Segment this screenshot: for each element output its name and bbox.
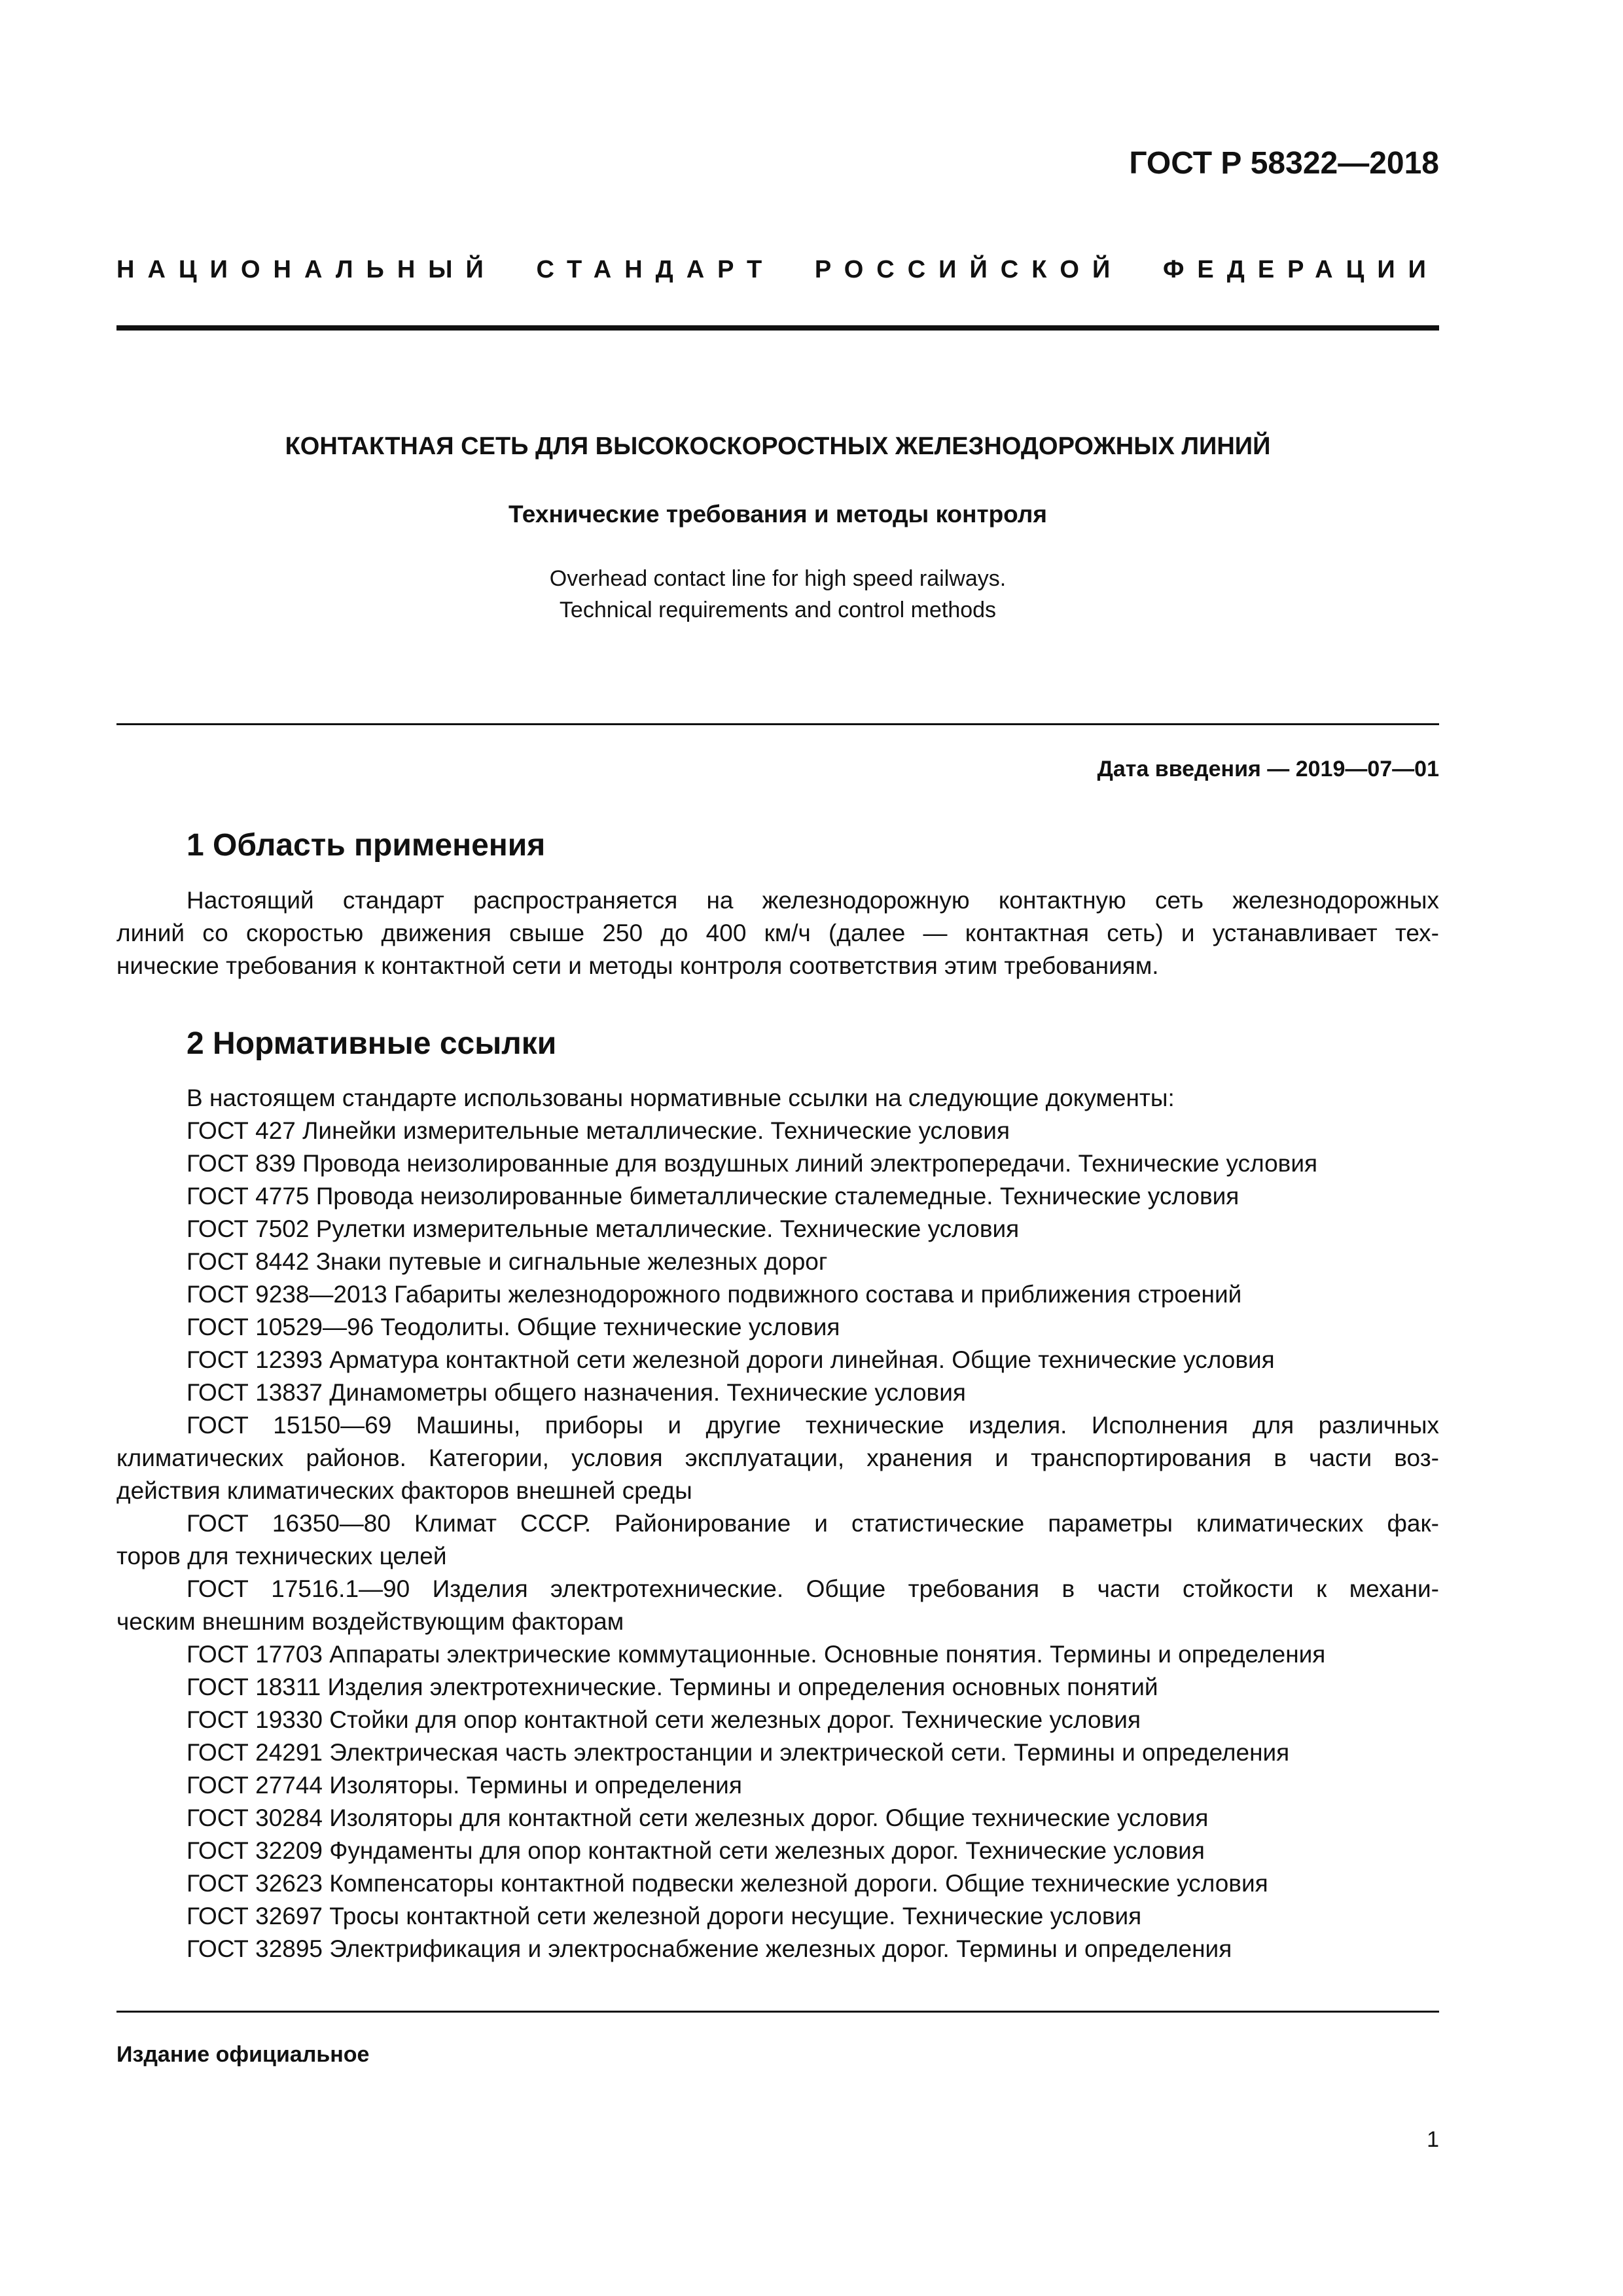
introduction-date: Дата введения — 2019—07—01 [1097,757,1439,781]
reference-item [116,1704,1439,1736]
reference-line: ГОСТ 9238—2013 Габариты железнодорожного подвижного состава и приближения строений [187,1281,1242,1308]
reference-line: ГОСТ 17516.1—90 Изделия электротехнические. Общие требования в части стойкости к механи- [187,1575,1439,1602]
reference-line: ческим внешним воздействующим факторам [116,1608,624,1635]
document-subtitle: Технические требования и методы контроля [508,501,1047,528]
section-1-paragraph [116,884,1439,982]
paragraph-line: линий со скоростью движения свыше 250 до 400 км/ч (далее — контактная сеть) и устанавливает тех- [116,920,1439,946]
reference-line: ГОСТ 15150—69 Машины, приборы и другие технические изделия. Исполнения для различных [187,1412,1439,1439]
section-2-heading: 2 Нормативные ссылки [187,1026,557,1061]
title-rule [116,723,1439,725]
reference-line: ГОСТ 17703 Аппараты электрические коммутационные. Основные понятия. Термины и определения [187,1641,1326,1668]
reference-items [116,1115,1439,1965]
reference-line: ГОСТ 27744 Изоляторы. Термины и определения [187,1772,742,1799]
reference-line: ГОСТ 7502 Рулетки измерительные металлические. Технические условия [187,1215,1020,1242]
footer-rule [116,2011,1439,2013]
reference-item [116,1802,1439,1835]
reference-line: ГОСТ 13837 Динамометры общего назначения. Технические условия [187,1379,966,1406]
reference-item [116,1147,1439,1180]
reference-item [116,1180,1439,1213]
reference-line: ГОСТ 10529—96 Теодолиты. Общие технические условия [187,1314,840,1340]
english-title [116,563,1439,626]
reference-item [116,1638,1439,1671]
paragraph-line: нические требования к контактной сети и методы контроля соответствия этим требованиям. [116,952,1159,979]
reference-line: ГОСТ 839 Провода неизолированные для воздушных линий электропередачи. Технические условия [187,1150,1318,1177]
reference-item [116,1736,1439,1769]
reference-line: ГОСТ 8442 Знаки путевые и сигнальные железных дорог [187,1248,828,1275]
reference-item [116,1671,1439,1704]
reference-item [116,1933,1439,1965]
reference-item [116,1115,1439,1147]
header-rule [116,325,1439,331]
reference-item [116,1213,1439,1246]
reference-item [116,1278,1439,1311]
reference-line: ГОСТ 32895 Электрификация и электроснабжение железных дорог. Термины и определения [187,1935,1232,1962]
reference-line: ГОСТ 4775 Провода неизолированные биметаллические сталемедные. Технические условия [187,1183,1240,1210]
reference-item [116,1835,1439,1867]
reference-line: ГОСТ 16350—80 Климат СССР. Районирование и статистические параметры климатических фак- [187,1510,1439,1537]
english-title-line: Technical requirements and control methods [559,598,997,622]
english-title-line: Overhead contact line for high speed railways. [549,566,1007,591]
reference-item [116,1409,1439,1507]
national-standard-banner: НАЦИОНАЛЬНЫЙ СТАНДАРТ РОССИЙСКОЙ ФЕДЕРАЦИИ [116,256,1439,283]
reference-item [116,1344,1439,1376]
reference-item [116,1246,1439,1278]
reference-item [116,1573,1439,1638]
reference-line: ГОСТ 32209 Фундаменты для опор контактной сети железных дорог. Технические условия [187,1837,1205,1864]
reference-line: торов для технических целей [116,1543,447,1570]
reference-line: ГОСТ 32623 Компенсаторы контактной подвески железной дороги. Общие технические условия [187,1870,1268,1897]
reference-line: ГОСТ 18311 Изделия электротехнические. Термины и определения основных понятий [187,1674,1158,1700]
reference-item [116,1507,1439,1573]
normative-references-list [116,1082,1439,1965]
reference-line: климатических районов. Категории, условия эксплуатации, хранения и транспортирования в части воз- [116,1444,1439,1471]
reference-line: ГОСТ 32697 Тросы контактной сети железной дороги несущие. Технические условия [187,1903,1142,1929]
standard-designation: ГОСТ Р 58322—2018 [1129,146,1439,181]
reference-line: ГОСТ 19330 Стойки для опор контактной сети железных дорог. Технические условия [187,1706,1141,1733]
official-edition-label: Издание официальное [116,2042,370,2067]
paragraph-line: Настоящий стандарт распространяется на железнодорожную контактную сеть железнодорожных [187,887,1439,914]
reference-item [116,1376,1439,1409]
reference-line: ГОСТ 12393 Арматура контактной сети железной дороги линейная. Общие технические условия [187,1346,1275,1373]
reference-line: ГОСТ 427 Линейки измерительные металлические. Технические условия [187,1117,1010,1144]
reference-line: ГОСТ 30284 Изоляторы для контактной сети железных дорог. Общие технические условия [187,1804,1209,1831]
reference-item [116,1311,1439,1344]
references-intro: В настоящем стандарте использованы нормативные ссылки на следующие документы: [187,1085,1175,1111]
reference-item [116,1867,1439,1900]
document-title: КОНТАКТНАЯ СЕТЬ ДЛЯ ВЫСОКОСКОРОСТНЫХ ЖЕЛЕЗНОДОРОЖНЫХ ЛИНИЙ [285,433,1271,460]
reference-line: ГОСТ 24291 Электрическая часть электростанции и электрической сети. Термины и определения [187,1739,1290,1766]
section-1-heading: 1 Область применения [187,828,546,863]
reference-item [116,1900,1439,1933]
reference-item [116,1769,1439,1802]
reference-line: действия климатических факторов внешней среды [116,1477,692,1504]
page-number: 1 [1427,2127,1439,2152]
